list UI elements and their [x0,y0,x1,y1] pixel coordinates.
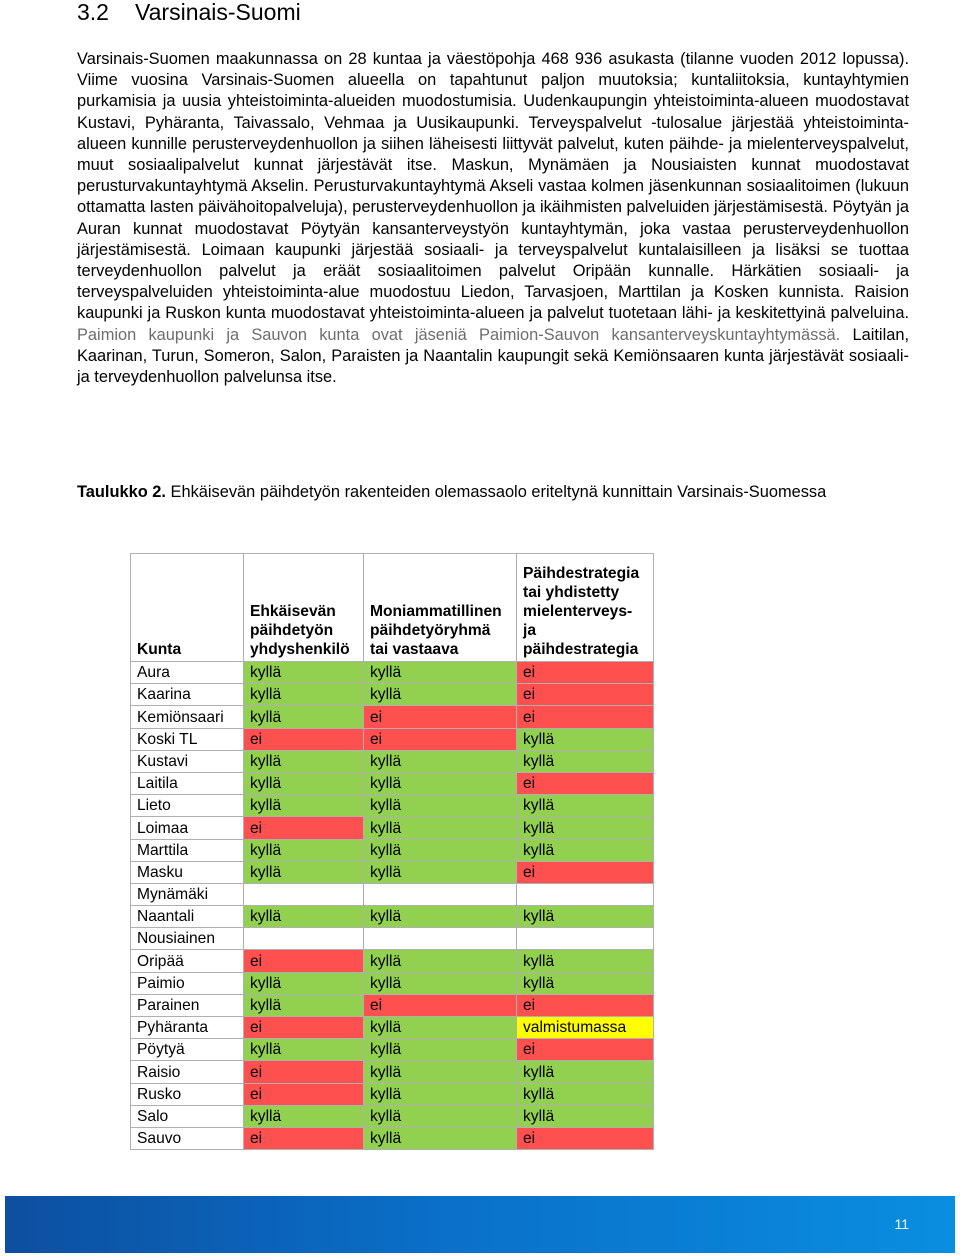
municipality-cell: Paimio [131,972,244,994]
table-row [131,950,654,972]
status-cell: kyllä [364,861,517,883]
municipality-cell: Aura [131,662,244,684]
status-cell: kyllä [517,728,654,750]
status-cell: ei [244,728,364,750]
municipality-cell: Masku [131,861,244,883]
status-cell: kyllä [244,861,364,883]
status-cell: kyllä [364,1061,517,1083]
status-cell: kyllä [364,906,517,928]
caption-label: Taulukko 2. [77,483,166,501]
paragraph-tail: Laitilan, Kaarinan, Turun, Someron, Salon, Paraisten ja Naantalin kaupungit sekä Kemiönsaaren kunta järjestävät sosiaali- ja terveydenhuollon palvelunsa itse. [77,325,909,387]
status-cell: ei [244,1017,364,1039]
table-row [131,994,654,1016]
municipality-cell: Parainen [131,994,244,1016]
status-cell: kyllä [244,795,364,817]
status-cell: kyllä [364,1039,517,1061]
status-cell: kyllä [364,950,517,972]
status-cell: ei [244,1083,364,1105]
table-row [131,1039,654,1061]
header-strategy: Päihdestrategia tai yhdistetty mielenterveys- ja päihdestrategia [517,554,654,662]
table-row [131,839,654,861]
municipality-cell: Loimaa [131,817,244,839]
status-cell: kyllä [244,662,364,684]
status-cell: kyllä [517,817,654,839]
status-cell: ei [244,950,364,972]
municipality-cell: Kaarina [131,684,244,706]
table-row [131,1127,654,1149]
table-row [131,1105,654,1127]
section-title: Varsinais-Suomi [135,0,301,25]
header-kunta: Kunta [131,554,244,662]
status-cell: ei [364,994,517,1016]
page-number: 11 [894,1216,909,1232]
status-cell: kyllä [244,772,364,794]
status-cell: kyllä [244,972,364,994]
status-cell: kyllä [244,1039,364,1061]
municipality-cell: Lieto [131,795,244,817]
status-cell: ei [517,662,654,684]
municipality-cell: Nousiainen [131,928,244,950]
status-cell: ei [517,861,654,883]
section-number: 3.2 [77,0,109,25]
municipality-cell: Mynämäki [131,883,244,905]
status-cell: ei [517,1039,654,1061]
status-cell: kyllä [517,1105,654,1127]
table-row [131,1083,654,1105]
status-cell: valmistumassa [517,1017,654,1039]
status-cell: kyllä [364,817,517,839]
status-cell [244,883,364,905]
status-cell: ei [517,684,654,706]
municipality-cell: Kemiönsaari [131,706,244,728]
municipality-cell: Laitila [131,772,244,794]
status-cell: kyllä [364,772,517,794]
municipality-cell: Pöytyä [131,1039,244,1061]
status-cell: kyllä [517,750,654,772]
status-cell: kyllä [364,839,517,861]
municipality-cell: Rusko [131,1083,244,1105]
status-cell: ei [244,1061,364,1083]
table-row [131,883,654,905]
table-row [131,750,654,772]
municipality-cell: Sauvo [131,1127,244,1149]
status-cell: ei [244,1127,364,1149]
status-cell: kyllä [364,972,517,994]
status-cell [517,883,654,905]
status-cell: kyllä [244,994,364,1016]
status-cell: kyllä [364,1127,517,1149]
table-row [131,706,654,728]
paragraph-main: Varsinais-Suomen maakunnassa on 28 kuntaa ja väestöpohja 468 936 asukasta (tilanne vuoden 2012 lopussa). Viime vuosina Varsinais-Suomen alueella on tapahtunut paljon muutoksia; kuntaliitoksia, kuntayhtymien purkamisia ja uusia yhteistoiminta-alueiden muodostumisia. Uudenkaupungin yhteistoiminta-alueen muodostavat Kustavi, Pyhäranta, Taivassalo, Vehmaa ja Uusikaupunki. Terveyspalvelut -tulosalue järjestää yhteistoiminta-alueen kunnille perusterveydenhuollon ja siihen läheisesti liittyvät palvelut, kuten päihde- ja mielenterveyspalvelut, muut sosiaalipalvelut kunnat järjestävät itse. Maskun, Mynämäen ja Nousiaisten kunnat muodostavat perusturvakuntayhtymä Akselin. Perusturvakuntayhtymä Akseli vastaa kolmen jäsenkunnan sosiaalitoimen (lukuun ottamatta lasten päivähoitopalveluja), perusterveydenhuollon ja ikäihmisten palveluiden järjestämisestä. Pöytyän ja Auran kunnat muodostavat Pöytyän kansanterveystyön kuntayhtymän, joka vastaa perusterveydenhuollon järjestämisestä. Loimaan kaupunki järjestää sosiaali- ja terveyspalvelut kuntalaisilleen ja lisäksi se tuottaa terveydenhuollon palvelut ja eräät sosiaalitoimen palvelut Oripään kunnalle. Härkätien sosiaali- ja terveyspalveluiden yhteistoiminta-alue muodostuu Liedon, Tarvasjoen, Marttilan ja Kosken kunnista. Raision kaupunki ja Ruskon kunta muodostavat yhteistoiminta-alueen ja palvelut tuotetaan lähi- ja keskitettyinä palveluina. [77,50,909,323]
status-cell: kyllä [517,906,654,928]
status-cell: kyllä [364,684,517,706]
table-row [131,728,654,750]
status-cell: kyllä [244,750,364,772]
status-cell: kyllä [517,1083,654,1105]
status-cell: kyllä [364,662,517,684]
municipality-cell: Koski TL [131,728,244,750]
caption-text: Ehkäisevän päihdetyön rakenteiden olemassaolo eriteltynä kunnittain Varsinais-Suomessa [170,483,827,501]
table-caption [77,480,877,505]
municipality-table [130,553,654,1150]
municipality-cell: Oripää [131,950,244,972]
municipality-cell: Raisio [131,1061,244,1083]
body-paragraph [77,49,909,388]
table-row [131,817,654,839]
status-cell: kyllä [364,750,517,772]
municipality-cell: Marttila [131,839,244,861]
status-cell: kyllä [517,1061,654,1083]
status-cell: ei [364,728,517,750]
municipality-cell: Kustavi [131,750,244,772]
table-header-row [131,554,654,662]
status-cell: ei [517,706,654,728]
table-body [131,662,654,1150]
paragraph-gray-sentence: Paimion kaupunki ja Sauvon kunta ovat jäseniä Paimion-Sauvon kansanterveyskuntayhtymässä. [77,325,841,344]
status-cell: kyllä [244,906,364,928]
status-cell: kyllä [244,684,364,706]
municipality-cell: Salo [131,1105,244,1127]
status-cell: kyllä [364,1083,517,1105]
status-cell: ei [244,817,364,839]
table-row [131,906,654,928]
status-cell [517,928,654,950]
status-cell: kyllä [517,950,654,972]
municipality-cell: Naantali [131,906,244,928]
status-cell: kyllä [364,1105,517,1127]
status-cell: kyllä [244,706,364,728]
status-cell [364,883,517,905]
status-cell: kyllä [364,1017,517,1039]
footer-bar [5,1196,955,1253]
table-row [131,795,654,817]
status-cell: kyllä [517,795,654,817]
header-contact-person: Ehkäisevän päihdetyön yhdyshenkilö [244,554,364,662]
header-work-group: Moniammatillinen päihdetyöryhmä tai vastaava [364,554,517,662]
status-cell: kyllä [244,839,364,861]
table-row [131,772,654,794]
section-heading [77,0,301,26]
status-cell: ei [517,772,654,794]
status-cell [244,928,364,950]
status-cell: ei [517,1127,654,1149]
status-cell: ei [364,706,517,728]
municipality-cell: Pyhäranta [131,1017,244,1039]
table-row [131,1061,654,1083]
status-cell [364,928,517,950]
status-cell: kyllä [364,795,517,817]
status-cell: kyllä [244,1105,364,1127]
status-cell: ei [517,994,654,1016]
table-row [131,928,654,950]
status-cell: kyllä [517,839,654,861]
table-row [131,972,654,994]
table-row [131,662,654,684]
table-row [131,1017,654,1039]
status-cell: kyllä [517,972,654,994]
table-row [131,861,654,883]
table-row [131,684,654,706]
